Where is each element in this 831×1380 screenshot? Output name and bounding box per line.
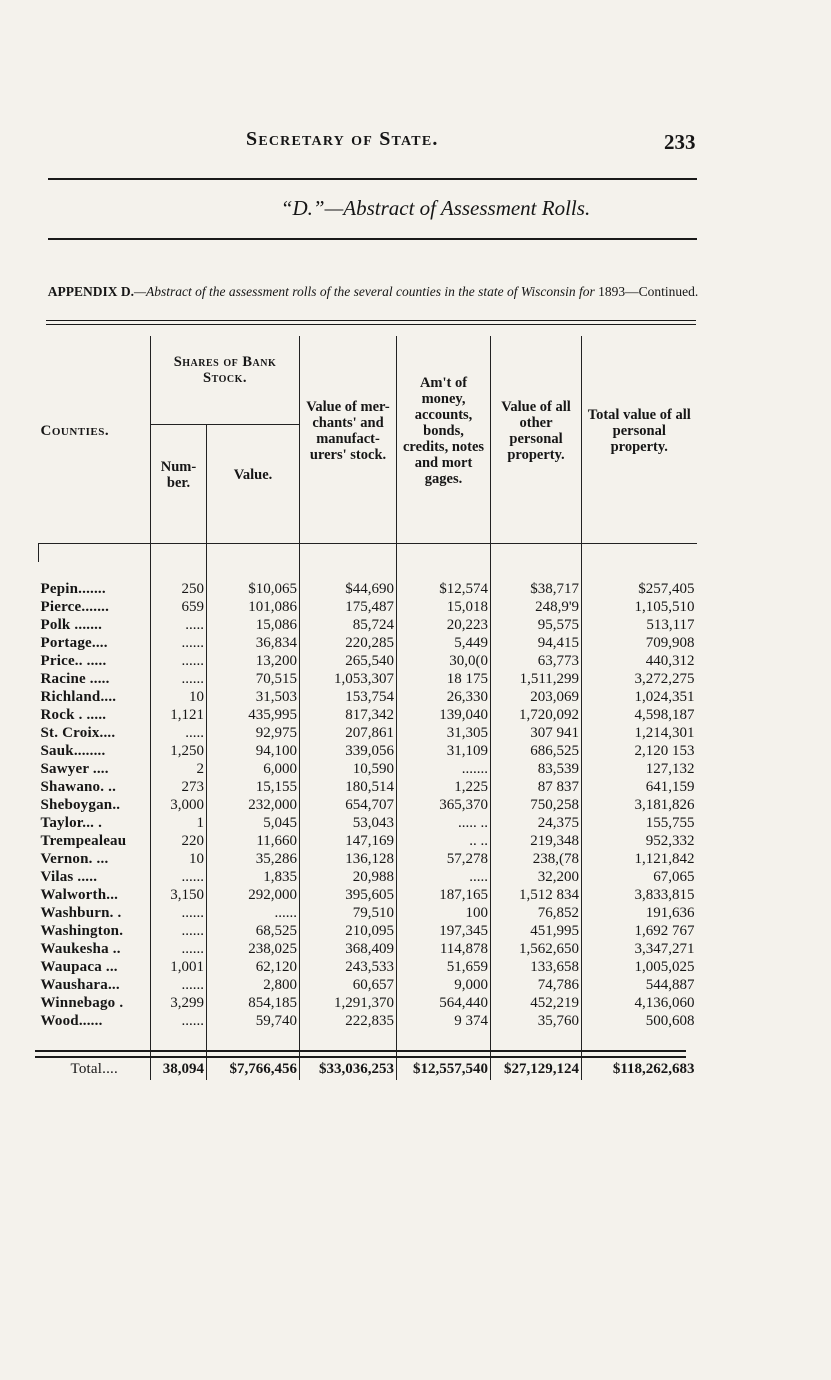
cell-number: 1,001	[151, 958, 207, 976]
table-row	[39, 940, 697, 958]
table-row	[39, 922, 697, 940]
cell-other: 94,415	[491, 634, 582, 652]
cell-number: ......	[151, 670, 207, 688]
table-row	[39, 994, 697, 1012]
cell-total: 440,312	[582, 652, 697, 670]
cell-total: 3,181,826	[582, 796, 697, 814]
cell-county: Price.. .....	[40, 653, 107, 669]
cell-value: 1,835	[207, 868, 300, 886]
cell-total: 4,136,060	[582, 994, 697, 1012]
cell-other: 95,575	[491, 616, 582, 634]
cell-number: 250	[151, 580, 207, 598]
cell-other: 452,219	[491, 994, 582, 1012]
table-spacer	[39, 562, 697, 580]
cell-merchants: 10,590	[300, 760, 397, 778]
cell-merchants: 243,533	[300, 958, 397, 976]
table-footer	[39, 1048, 697, 1080]
cell-merchants: 79,510	[300, 904, 397, 922]
cell-county: Pierce.......	[40, 599, 110, 615]
header-other: Value of all other personal property.	[491, 336, 582, 525]
cell-county: Waushara...	[40, 977, 120, 993]
caption-text: —Abstract of the assessment rolls of the several counties in the state of Wisconsin for	[134, 284, 595, 299]
cell-number: 1,121	[151, 706, 207, 724]
table-row	[39, 796, 697, 814]
table-top-rule-2	[46, 324, 696, 325]
cell-other: 74,786	[491, 976, 582, 994]
cell-value: 68,525	[207, 922, 300, 940]
cell-total: 3,347,271	[582, 940, 697, 958]
cell-money: ..... ..	[397, 814, 491, 832]
cell-other: 24,375	[491, 814, 582, 832]
cell-other: 248,9'9	[491, 598, 582, 616]
cell-total: 2,120 153	[582, 742, 697, 760]
cell-merchants: 339,056	[300, 742, 397, 760]
cell-merchants: 60,657	[300, 976, 397, 994]
cell-number: 10	[151, 850, 207, 868]
cell-value: 94,100	[207, 742, 300, 760]
cell-money: 15,018	[397, 598, 491, 616]
total-number: 38,094	[151, 1048, 207, 1080]
table-row	[39, 670, 697, 688]
cell-money: 30,0(0	[397, 652, 491, 670]
cell-money: 9,000	[397, 976, 491, 994]
cell-number: 2	[151, 760, 207, 778]
header-money: Am't of money, accounts, bonds, credits, notes and mort gages.	[397, 336, 491, 525]
cell-merchants: $44,690	[300, 580, 397, 598]
cell-total: 1,005,025	[582, 958, 697, 976]
cell-county: Sawyer ....	[40, 761, 109, 777]
cell-county: Racine .....	[40, 671, 110, 687]
table-row	[39, 850, 697, 868]
cell-merchants: 175,487	[300, 598, 397, 616]
cell-value: ......	[207, 904, 300, 922]
cell-total: 709,908	[582, 634, 697, 652]
cell-money: 100	[397, 904, 491, 922]
cell-total: 1,692 767	[582, 922, 697, 940]
cell-value: 5,045	[207, 814, 300, 832]
table-row	[39, 904, 697, 922]
cell-county: Taylor... .	[40, 815, 103, 831]
cell-merchants: 136,128	[300, 850, 397, 868]
header-total: Total value of all personal property.	[582, 336, 697, 525]
cell-total: 1,214,301	[582, 724, 697, 742]
cell-number: 220	[151, 832, 207, 850]
header-counties: Counties.	[40, 422, 110, 439]
cell-number: .....	[151, 616, 207, 634]
cell-county: Waukesha ..	[40, 941, 121, 957]
table-body	[39, 562, 697, 1048]
cell-county: Rock . .....	[40, 707, 107, 723]
table-caption	[46, 283, 700, 300]
total-merchants: $33,036,253	[300, 1048, 397, 1080]
table-row	[39, 706, 697, 724]
cell-other: 307 941	[491, 724, 582, 742]
cell-number: ......	[151, 634, 207, 652]
cell-money: .....	[397, 868, 491, 886]
header-gap	[39, 525, 697, 544]
cell-merchants: 817,342	[300, 706, 397, 724]
cell-money: 365,370	[397, 796, 491, 814]
cell-value: 232,000	[207, 796, 300, 814]
cell-county: Trempealeau	[40, 833, 127, 849]
cell-value: 435,995	[207, 706, 300, 724]
cell-number: 659	[151, 598, 207, 616]
cell-county: Washington.	[40, 923, 124, 939]
cell-total: 641,159	[582, 778, 697, 796]
total-other: $27,129,124	[491, 1048, 582, 1080]
header-value: Value.	[207, 425, 300, 526]
cell-merchants: 207,861	[300, 724, 397, 742]
cell-value: 2,800	[207, 976, 300, 994]
cell-other: 76,852	[491, 904, 582, 922]
table-row	[39, 886, 697, 904]
cell-value: 92,975	[207, 724, 300, 742]
cell-number: 3,299	[151, 994, 207, 1012]
cell-total: 3,833,815	[582, 886, 697, 904]
cell-value: 15,086	[207, 616, 300, 634]
cell-merchants: 1,291,370	[300, 994, 397, 1012]
table-header	[39, 336, 697, 562]
cell-county: Portage....	[40, 635, 108, 651]
cell-merchants: 85,724	[300, 616, 397, 634]
cell-other: 63,773	[491, 652, 582, 670]
table-row	[39, 652, 697, 670]
cell-value: 11,660	[207, 832, 300, 850]
cell-merchants: 1,053,307	[300, 670, 397, 688]
cell-total: 191,636	[582, 904, 697, 922]
cell-money: 31,109	[397, 742, 491, 760]
cell-total: 1,121,842	[582, 850, 697, 868]
cell-other: 750,258	[491, 796, 582, 814]
header-number: Num-ber.	[151, 425, 207, 526]
table-top-rule-1	[46, 320, 696, 321]
table-row	[39, 580, 697, 598]
cell-merchants: 147,169	[300, 832, 397, 850]
table-row	[39, 958, 697, 976]
table-row	[39, 832, 697, 850]
table-row	[39, 742, 697, 760]
table-row	[39, 868, 697, 886]
cell-county: Pepin.......	[40, 581, 106, 597]
cell-county: Wood......	[40, 1013, 103, 1029]
cell-other: 1,720,092	[491, 706, 582, 724]
cell-value: 13,200	[207, 652, 300, 670]
cell-county: Walworth...	[40, 887, 119, 903]
cell-county: Winnebago .	[40, 995, 124, 1011]
total-row	[39, 1048, 697, 1080]
page-number: 233	[664, 130, 696, 154]
cell-money: 114,878	[397, 940, 491, 958]
cell-value: 292,000	[207, 886, 300, 904]
total-label: Total....	[70, 1061, 118, 1077]
cell-merchants: 53,043	[300, 814, 397, 832]
cell-merchants: 153,754	[300, 688, 397, 706]
table-bottom-rule-2	[35, 1056, 686, 1058]
cell-number: .....	[151, 724, 207, 742]
cell-number: ......	[151, 652, 207, 670]
cell-total: 544,887	[582, 976, 697, 994]
cell-other: 1,511,299	[491, 670, 582, 688]
cell-value: 59,740	[207, 1012, 300, 1030]
cell-money: 57,278	[397, 850, 491, 868]
cell-number: 3,150	[151, 886, 207, 904]
cell-value: 6,000	[207, 760, 300, 778]
cell-other: 219,348	[491, 832, 582, 850]
cell-number: ......	[151, 922, 207, 940]
cell-merchants: 180,514	[300, 778, 397, 796]
cell-other: 35,760	[491, 1012, 582, 1030]
table-row	[39, 634, 697, 652]
cell-total: 500,608	[582, 1012, 697, 1030]
total-total: $118,262,683	[582, 1048, 697, 1080]
cell-value: 15,155	[207, 778, 300, 796]
cell-other: 203,069	[491, 688, 582, 706]
cell-merchants: 265,540	[300, 652, 397, 670]
cell-county: Polk .......	[40, 617, 103, 633]
cell-total: 1,105,510	[582, 598, 697, 616]
section-title: “D.”—Abstract of Assessment Rolls.	[280, 196, 591, 220]
cell-money: 9 374	[397, 1012, 491, 1030]
cell-number: ......	[151, 940, 207, 958]
header-rule-bottom	[48, 238, 697, 240]
cell-county: Waupaca ...	[40, 959, 118, 975]
table-row	[39, 688, 697, 706]
cell-value: 31,503	[207, 688, 300, 706]
table-row	[39, 760, 697, 778]
cell-money: $12,574	[397, 580, 491, 598]
cell-value: 62,120	[207, 958, 300, 976]
cell-value: 101,086	[207, 598, 300, 616]
cell-total: 67,065	[582, 868, 697, 886]
cell-value: 36,834	[207, 634, 300, 652]
cell-other: 1,562,650	[491, 940, 582, 958]
cell-county: Sheboygan..	[40, 797, 121, 813]
cell-total: 4,598,187	[582, 706, 697, 724]
cell-money: 564,440	[397, 994, 491, 1012]
cell-merchants: 368,409	[300, 940, 397, 958]
cell-money: 20,223	[397, 616, 491, 634]
cell-money: 26,330	[397, 688, 491, 706]
cell-total: 3,272,275	[582, 670, 697, 688]
header-rule-top	[48, 178, 697, 180]
cell-merchants: 210,095	[300, 922, 397, 940]
cell-money: .. ..	[397, 832, 491, 850]
table-row	[39, 976, 697, 994]
assessment-table	[38, 336, 697, 1080]
total-value: $7,766,456	[207, 1048, 300, 1080]
cell-number: 3,000	[151, 796, 207, 814]
cell-merchants: 222,835	[300, 1012, 397, 1030]
cell-other: 83,539	[491, 760, 582, 778]
cell-county: Sauk........	[40, 743, 106, 759]
cell-number: ......	[151, 868, 207, 886]
cell-money: 31,305	[397, 724, 491, 742]
cell-county: Vilas .....	[40, 869, 98, 885]
cell-number: 1,250	[151, 742, 207, 760]
cell-value: 238,025	[207, 940, 300, 958]
caption-suffix: —Continued.	[625, 284, 699, 299]
cell-number: 273	[151, 778, 207, 796]
cell-merchants: 220,285	[300, 634, 397, 652]
table-row	[39, 598, 697, 616]
total-money: $12,557,540	[397, 1048, 491, 1080]
cell-county: Shawano. ..	[40, 779, 117, 795]
cell-money: 187,165	[397, 886, 491, 904]
cell-number: ......	[151, 1012, 207, 1030]
cell-other: 87 837	[491, 778, 582, 796]
caption-label: APPENDIX D.	[47, 284, 135, 299]
cell-money: 197,345	[397, 922, 491, 940]
cell-merchants: 654,707	[300, 796, 397, 814]
cell-money: 1,225	[397, 778, 491, 796]
cell-other: 686,525	[491, 742, 582, 760]
table-row	[39, 1012, 697, 1030]
header-merchants: Value of mer-chants' and manufact-urers' stock.	[300, 336, 397, 525]
cell-number: 10	[151, 688, 207, 706]
cell-county: Washburn. .	[40, 905, 122, 921]
cell-merchants: 395,605	[300, 886, 397, 904]
caption-year: 1893	[598, 284, 626, 299]
running-head	[0, 128, 831, 158]
cell-number: ......	[151, 976, 207, 994]
cell-value: 35,286	[207, 850, 300, 868]
cell-value: $10,065	[207, 580, 300, 598]
table-row	[39, 616, 697, 634]
table-row	[39, 724, 697, 742]
cell-value: 70,515	[207, 670, 300, 688]
table-row	[39, 814, 697, 832]
running-title: Secretary of State.	[246, 128, 439, 150]
cell-number: ......	[151, 904, 207, 922]
cell-other: 451,995	[491, 922, 582, 940]
cell-other: $38,717	[491, 580, 582, 598]
cell-other: 32,200	[491, 868, 582, 886]
cell-other: 238,(78	[491, 850, 582, 868]
cell-total: 513,117	[582, 616, 697, 634]
table-row	[39, 778, 697, 796]
cell-county: Vernon. ...	[40, 851, 109, 867]
cell-other: 133,658	[491, 958, 582, 976]
cell-total: 127,132	[582, 760, 697, 778]
cell-merchants: 20,988	[300, 868, 397, 886]
cell-money: .......	[397, 760, 491, 778]
header-rule	[39, 544, 697, 563]
cell-money: 139,040	[397, 706, 491, 724]
cell-money: 5,449	[397, 634, 491, 652]
table-spacer	[39, 1030, 697, 1048]
cell-total: $257,405	[582, 580, 697, 598]
table-bottom-rule-1	[35, 1050, 686, 1052]
cell-number: 1	[151, 814, 207, 832]
cell-total: 155,755	[582, 814, 697, 832]
cell-other: 1,512 834	[491, 886, 582, 904]
cell-money: 18 175	[397, 670, 491, 688]
cell-county: Richland....	[40, 689, 117, 705]
cell-total: 1,024,351	[582, 688, 697, 706]
cell-county: St. Croix....	[40, 725, 116, 741]
cell-total: 952,332	[582, 832, 697, 850]
header-shares-group: Shares of Bank Stock.	[151, 336, 300, 425]
cell-money: 51,659	[397, 958, 491, 976]
cell-value: 854,185	[207, 994, 300, 1012]
